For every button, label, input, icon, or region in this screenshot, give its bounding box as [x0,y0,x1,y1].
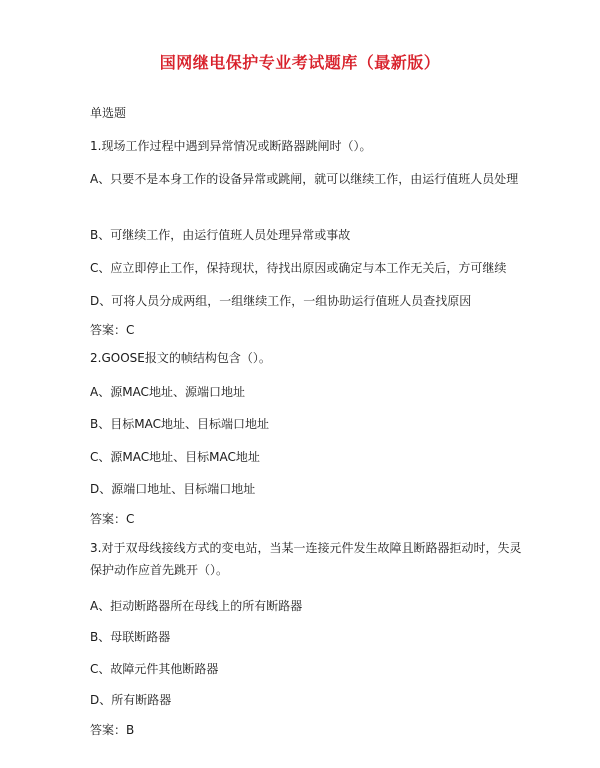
question-1-stem: 1.现场工作过程中遇到异常情况或断路器跳闸时（）。 [90,139,372,153]
question-1-option-b: B、可继续工作，由运行值班人员处理异常或事故 [90,228,351,242]
question-2-answer: 答案：C [90,512,135,526]
question-2-option-d: D、源端口地址、目标端口地址 [90,482,256,496]
section-heading: 单选题 [90,106,127,120]
question-1-option-a: A、只要不是本身工作的设备异常或跳闸，就可以继续工作，由运行值班人员处理 [90,172,519,186]
question-2-option-c: C、源MAC地址、目标MAC地址 [90,450,260,464]
question-1-option-c: C、应立即停止工作，保持现状，待找出原因或确定与本工作无关后，方可继续 [90,261,507,275]
question-1-option-d: D、可将人员分成两组，一组继续工作，一组协助运行值班人员查找原因 [90,294,472,308]
question-2-option-a: A、源MAC地址、源端口地址 [90,385,245,399]
question-3-answer: 答案：B [90,723,135,737]
question-3-option-d: D、所有断路器 [90,693,172,707]
question-1-answer: 答案：C [90,323,135,337]
document-title: 国网继电保护专业考试题库（最新版） [159,53,441,72]
question-3-stem: 3.对于双母线接线方式的变电站，当某一连接元件发生故障且断路器拒动时，失灵保护动作应首先跳开（）。 [90,541,522,577]
question-2-stem: 2.GOOSE报文的帧结构包含（）。 [90,351,271,365]
question-2-option-b: B、目标MAC地址、目标端口地址 [90,417,269,431]
question-3-option-b: B、母联断路器 [90,630,171,644]
question-3-option-a: A、拒动断路器所在母线上的所有断路器 [90,599,303,613]
question-3-option-c: C、故障元件其他断路器 [90,662,219,676]
